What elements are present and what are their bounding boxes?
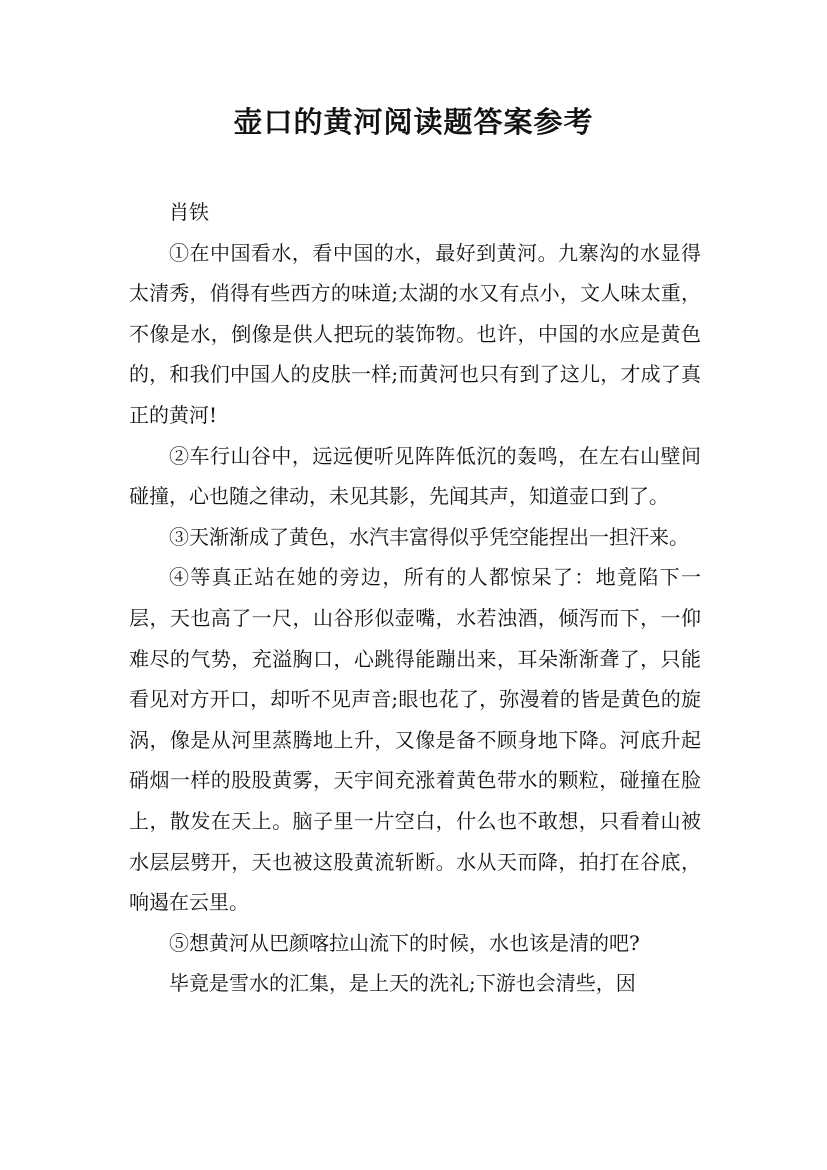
author-line: 肖铁 bbox=[169, 200, 209, 224]
paragraph-6: 毕竟是雪水的汇集，是上天的洗礼;下游也会清些，因 bbox=[169, 971, 636, 996]
paragraph-4: ④等真正站在她的旁边，所有的人都惊呆了：地竟陷下一层，天也高了一尺，山谷形似壶嘴，水若浊酒，倾泻而下，一仰难尽的气势，充溢胸口，心跳得能蹦出来，耳朵渐渐聋了，只能看见对方开口，却听不见声音;眼也花了，弥漫着的皆是黄色的旋涡，像是从河里蒸腾地上升，又像是备不顾身地下降。河底升起硝烟一样的股股黄雾，天宇间充涨着黄色带水的颗粒，碰撞在脸上，散发在天上。脑子里一片空白，什么也不敢想，只看着山被水层层劈开，天也被这股黄流斩断。水从天而降，拍打在谷底，响遏在云里。 bbox=[129, 565, 701, 915]
paragraph-2: ②车行山谷中，远远便听见阵阵低沉的轰鸣，在左右山壁间碰撞，心也随之律动，未见其影，先闻其声，知道壶口到了。 bbox=[129, 443, 701, 509]
article-body bbox=[129, 192, 701, 1004]
paragraph-1: ①在中国看水，看中国的水，最好到黄河。九寨沟的水显得太清秀，俏得有些西方的味道;太湖的水又有点小，文人味太重，不像是水，倒像是供人把玩的装饰物。也许，中国的水应是黄色的，和我们中国人的皮肤一样;而黄河也只有到了这儿，才成了真正的黄河! bbox=[129, 240, 701, 427]
paragraph-5: ⑤想黄河从巴颜喀拉山流下的时候，水也该是清的吧? bbox=[169, 930, 640, 955]
page-title: 壶口的黄河阅读题答案参考 bbox=[233, 105, 594, 139]
paragraph-3: ③天渐渐成了黄色，水汽丰富得似乎凭空能捏出一担汗来。 bbox=[169, 524, 689, 549]
